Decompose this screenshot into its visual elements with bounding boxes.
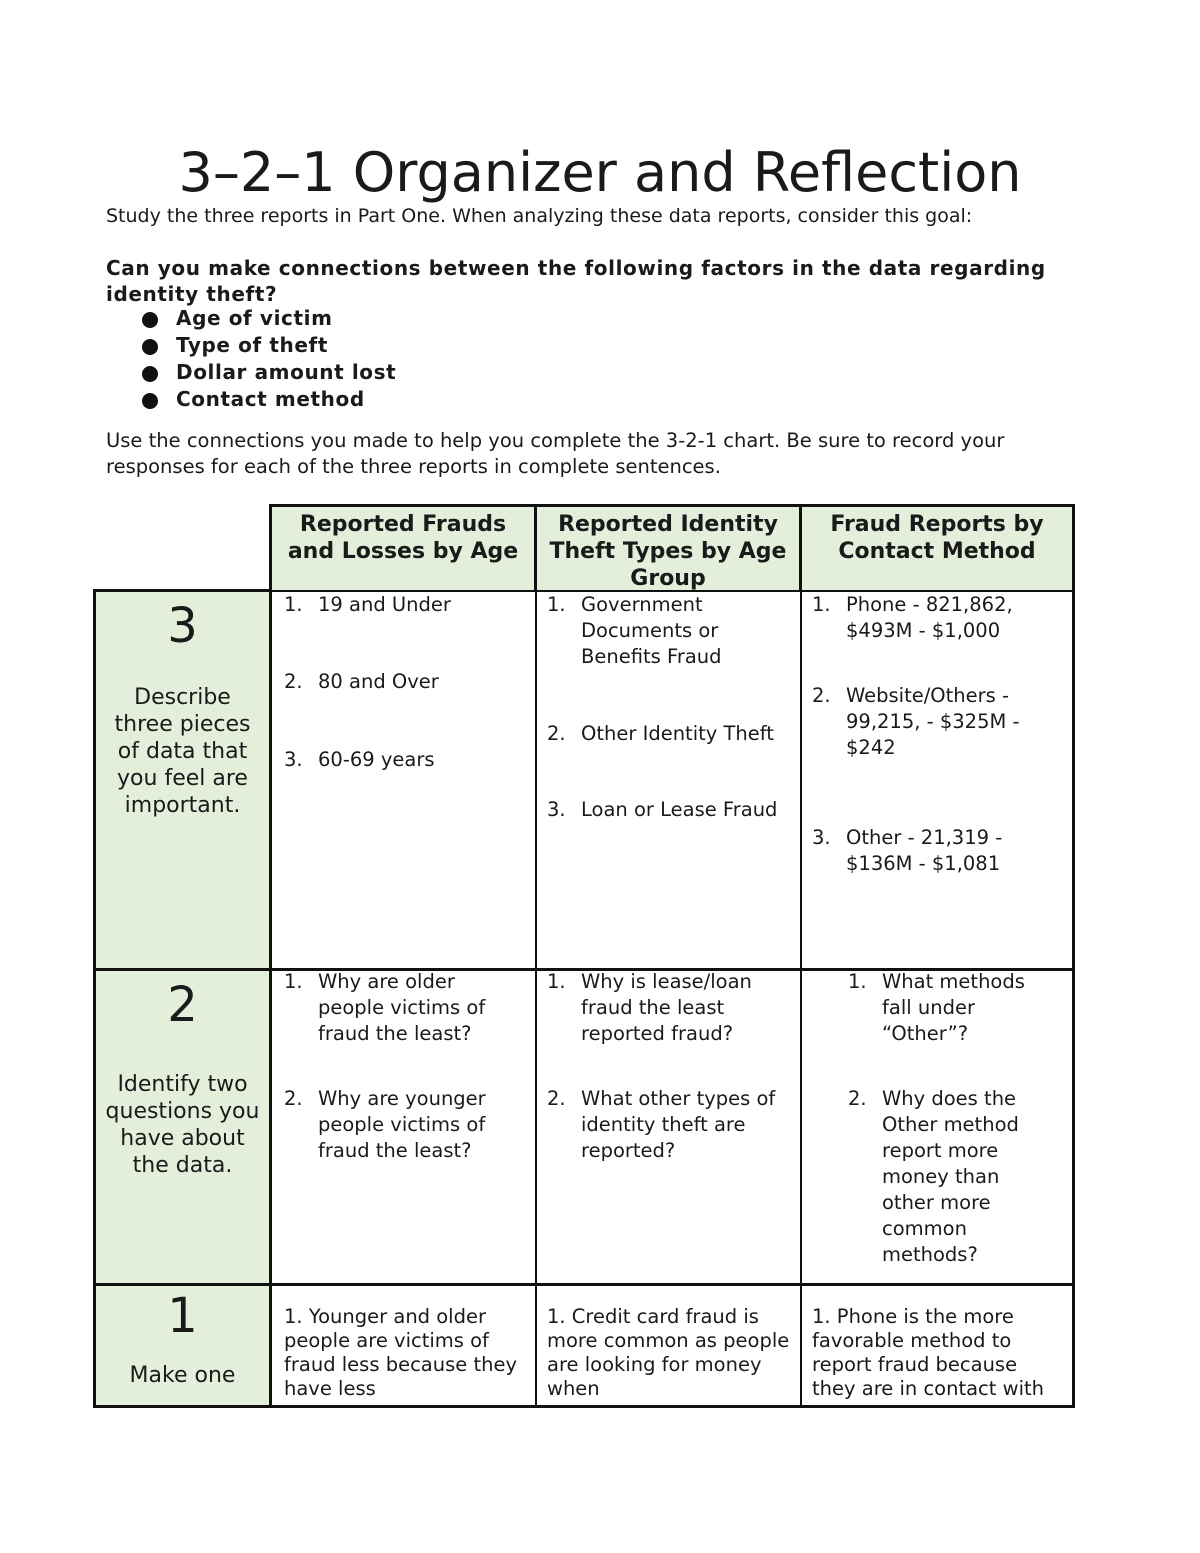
table-cell: [537, 589, 802, 971]
table-cell: [272, 589, 537, 971]
column-header-contact-method: [799, 504, 1075, 592]
cell-text: 1. Phone is the more favorable method to report fraud because they are in contact with: [812, 1305, 1044, 1400]
table-cell: [802, 968, 1075, 1286]
row-label-3: [93, 589, 272, 971]
list-item: 1. Government Documents or Benefits Fraud: [547, 593, 722, 668]
guiding-question: Can you make connections between the following factors in the data regarding identity theft?: [106, 256, 1046, 306]
row-label-2: [93, 968, 272, 1286]
row-number: 1: [167, 1288, 198, 1344]
factor-label: Dollar amount lost: [176, 360, 397, 384]
list-item: 2. What other types of identity theft are reported?: [547, 1087, 776, 1162]
list-item: 2. Why does the Other method report more money than other more common methods?: [848, 1087, 1019, 1266]
column-header-label: Fraud Reports by Contact Method: [830, 512, 1044, 564]
factor-item: [140, 386, 396, 413]
cell-text: 1. Younger and older people are victims of fraud less because they have less: [284, 1305, 518, 1400]
row-number: 2: [167, 977, 198, 1033]
row-description: Describe three pieces of data that you feel are important.: [114, 685, 251, 818]
table-cell: [272, 1283, 537, 1408]
list-item: 1. Why are older people victims of fraud the least?: [284, 970, 486, 1045]
table-cell: [802, 1283, 1075, 1408]
bullet-icon: [142, 366, 158, 382]
cell-text: 1. Credit card fraud is more common as people are looking for money when: [547, 1305, 790, 1400]
row-label-1: [93, 1283, 272, 1408]
intro-text: Study the three reports in Part One. When analyzing these data reports, consider this goal:: [106, 205, 973, 227]
column-header-label: Reported Frauds and Losses by Age: [287, 512, 519, 564]
list-item: 2. 80 and Over: [284, 670, 439, 693]
instructions-text: Use the connections you made to help you complete the 3-2-1 chart. Be sure to record your responses for each of the three reports in complete sentences.: [106, 429, 1005, 478]
list-item: 2. Why are younger people victims of fraud the least?: [284, 1087, 486, 1162]
table-cell: [802, 589, 1075, 971]
factor-item: [140, 332, 396, 359]
page-title: 3–2–1 Organizer and Reflection: [178, 141, 1022, 204]
column-header-age: [269, 504, 537, 592]
list-item: 2. Other Identity Theft: [547, 722, 774, 745]
factor-label: Age of victim: [176, 306, 333, 330]
factor-item: [140, 359, 396, 386]
list-item: 1. What methods fall under “Other”?: [848, 970, 1025, 1045]
row-number: 3: [167, 598, 198, 654]
table-cell: [537, 968, 802, 1286]
row-description: Make one: [129, 1363, 236, 1388]
list-item: 3. Loan or Lease Fraud: [547, 798, 778, 821]
table-cell: [537, 1283, 802, 1408]
bullet-icon: [142, 312, 158, 328]
list-item: 3. 60-69 years: [284, 748, 435, 771]
factor-item: [140, 305, 396, 332]
list-item: 3. Other - 21,319 - $136M - $1,081: [812, 826, 1003, 875]
factor-label: Type of theft: [176, 333, 328, 357]
factor-list: [140, 305, 396, 413]
list-item: 1. 19 and Under: [284, 593, 451, 616]
row-description: Identify two questions you have about the data.: [105, 1072, 260, 1178]
column-header-theft-types: [534, 504, 802, 592]
table-cell: [272, 968, 537, 1286]
column-header-label: Reported Identity Theft Types by Age Group: [549, 512, 787, 591]
list-item: 2. Website/Others - 99,215, - $325M - $242: [812, 684, 1020, 759]
factor-label: Contact method: [176, 387, 365, 411]
bullet-icon: [142, 339, 158, 355]
list-item: 1. Why is lease/loan fraud the least reported fraud?: [547, 970, 752, 1045]
bullet-icon: [142, 393, 158, 409]
list-item: 1. Phone - 821,862, $493M - $1,000: [812, 593, 1013, 642]
